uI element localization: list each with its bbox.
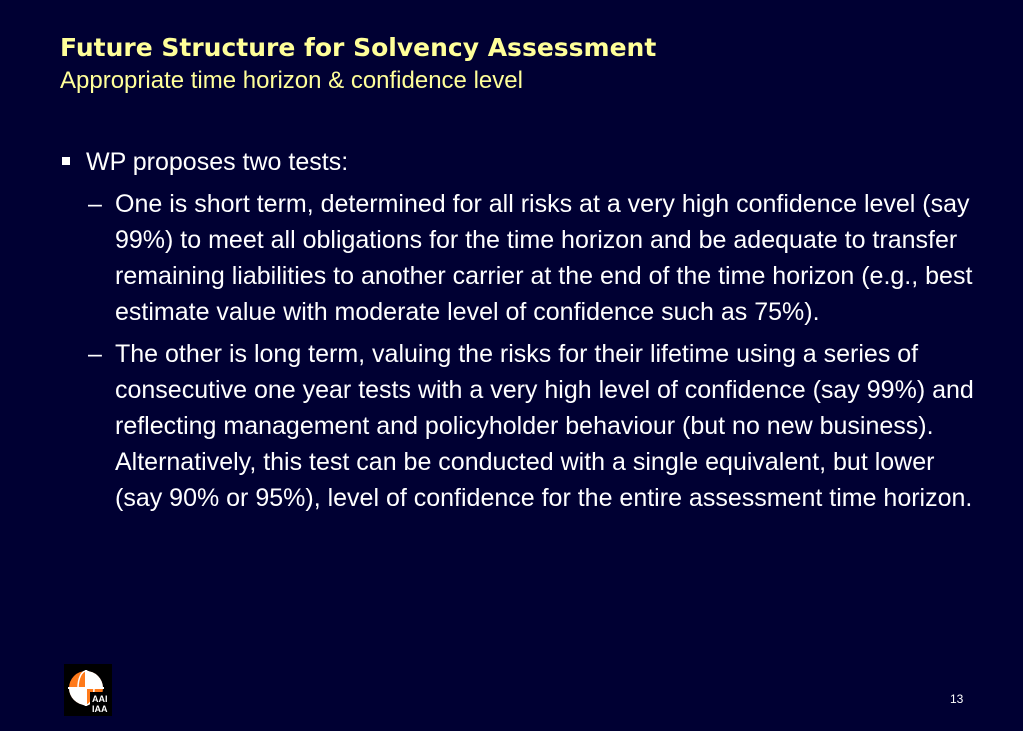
sub-bullet-long-term <box>88 336 983 516</box>
dash-bullet-icon: – <box>88 340 102 368</box>
sub-bullet-list <box>88 186 983 522</box>
page-number: 13 <box>950 692 964 706</box>
logo-text-aai: AAI <box>92 694 108 704</box>
aai-iaa-logo <box>64 664 112 716</box>
slide-subtitle: Appropriate time horizon & confidence level <box>60 67 523 94</box>
main-bullet <box>62 146 348 179</box>
square-bullet-icon <box>62 157 70 165</box>
sub-bullet-text: One is short term, determined for all risks at a very high confidence level (say 99%) to meet all obligations for the time horizon and be adequate to transfer remaining liabilities to another carrier at the end of the time horizon (e.g., best estimate value with moderate level of confidence such as 75%). <box>115 190 973 326</box>
sub-bullet-short-term <box>88 186 983 330</box>
logo-text-iaa: IAA <box>92 704 108 714</box>
sub-bullet-text: The other is long term, valuing the risks for their lifetime using a series of consecutive one year tests with a very high level of confidence (say 99%) and reflecting management and policyholder behaviour (but no new business). Alternatively, this test can be conducted with a single equivalent, but lower (say 90% or 95%), level of confidence for the entire assessment time horizon. <box>115 340 974 512</box>
slide-title: Future Structure for Solvency Assessment <box>60 33 657 62</box>
main-bullet-text: WP proposes two tests: <box>86 148 349 176</box>
dash-bullet-icon: – <box>88 190 102 218</box>
